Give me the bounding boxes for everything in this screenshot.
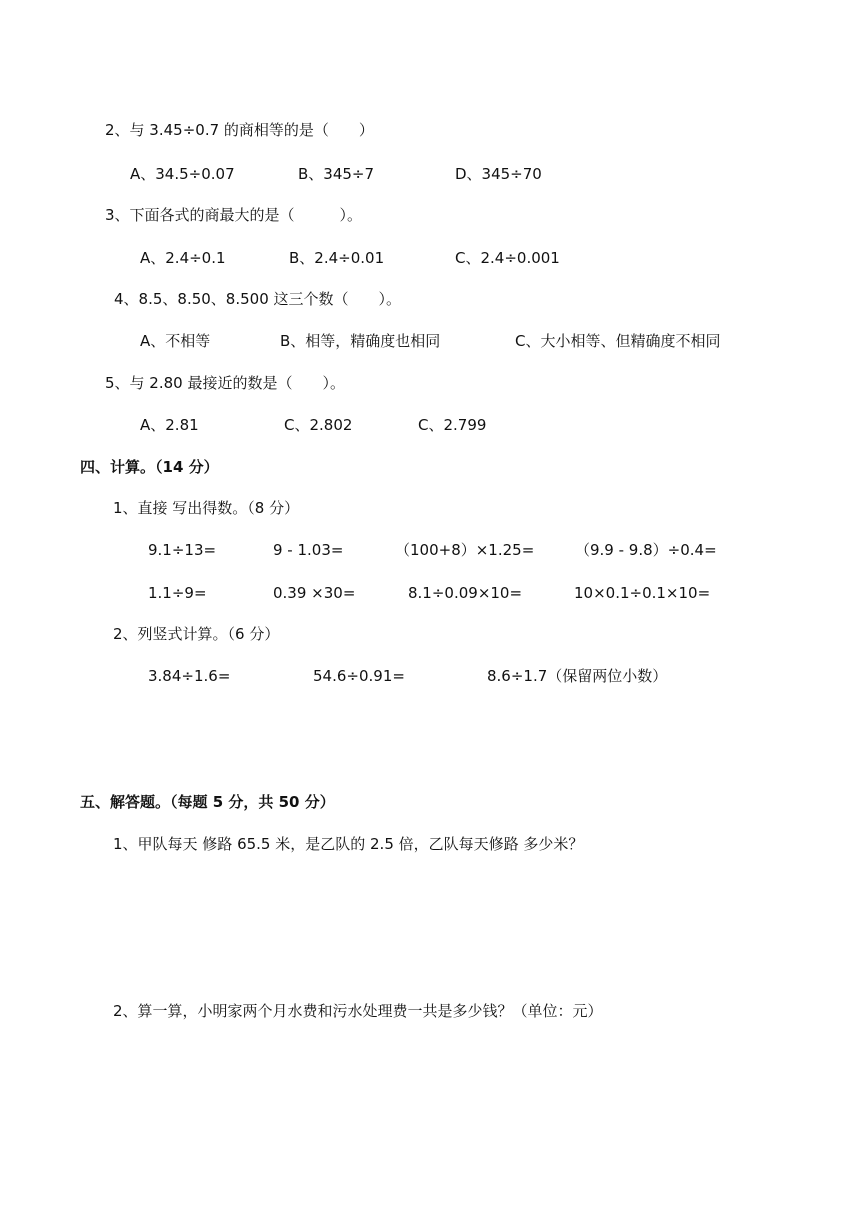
question-4-option-a: A、不相等 [140, 332, 211, 350]
question-2-option-b: B、345÷7 [298, 165, 375, 183]
mental-calc-item: 1.1÷9= [148, 584, 207, 602]
section-5-heading: 五、解答题。（每题 5 分，共 50 分） [80, 793, 335, 811]
question-2-stem: 2、与 3.45÷0.7 的商相等的是（ ） [105, 121, 374, 139]
question-5-stem: 5、与 2.80 最接近的数是（ ）。 [105, 374, 345, 392]
question-5-option-c2: C、2.799 [418, 416, 487, 434]
section-4-sub1-title: 1、直接 写出得数。（8 分） [113, 499, 300, 517]
section-4-heading: 四、计算。（14 分） [80, 458, 219, 476]
vertical-calc-item: 54.6÷0.91= [313, 667, 405, 685]
mental-calc-item: 9 - 1.03= [273, 541, 344, 559]
word-problem-2: 2、算一算，小明家两个月水费和污水处理费一共是多少钱？（单位：元） [113, 1002, 603, 1020]
question-2-option-d: D、345÷70 [455, 165, 542, 183]
question-2-option-a: A、34.5÷0.07 [130, 165, 235, 183]
section-4-sub2-title: 2、列竖式计算。（6 分） [113, 625, 280, 643]
mental-calc-item: （100+8）×1.25= [395, 541, 535, 559]
vertical-calc-item: 3.84÷1.6= [148, 667, 231, 685]
question-4-stem: 4、8.5、8.50、8.500 这三个数（ ）。 [114, 290, 402, 308]
mental-calc-item: （9.9 - 9.8）÷0.4= [575, 541, 717, 559]
question-5-option-c1: C、2.802 [284, 416, 353, 434]
mental-calc-item: 9.1÷13= [148, 541, 217, 559]
question-3-option-a: A、2.4÷0.1 [140, 249, 226, 267]
question-3-option-c: C、2.4÷0.001 [455, 249, 560, 267]
question-3-option-b: B、2.4÷0.01 [289, 249, 385, 267]
question-5-option-a: A、2.81 [140, 416, 199, 434]
mental-calc-item: 8.1÷0.09×10= [408, 584, 523, 602]
question-3-stem: 3、下面各式的商最大的是（ ）。 [105, 206, 363, 224]
question-4-option-b: B、相等，精确度也相同 [280, 332, 441, 350]
question-4-option-c: C、大小相等、但精确度不相同 [515, 332, 721, 350]
mental-calc-item: 0.39 ×30= [273, 584, 356, 602]
vertical-calc-item: 8.6÷1.7（保留两位小数） [487, 667, 668, 685]
mental-calc-item: 10×0.1÷0.1×10= [574, 584, 711, 602]
word-problem-1: 1、甲队每天 修路 65.5 米，是乙队的 2.5 倍，乙队每天修路 多少米？ [113, 835, 584, 853]
